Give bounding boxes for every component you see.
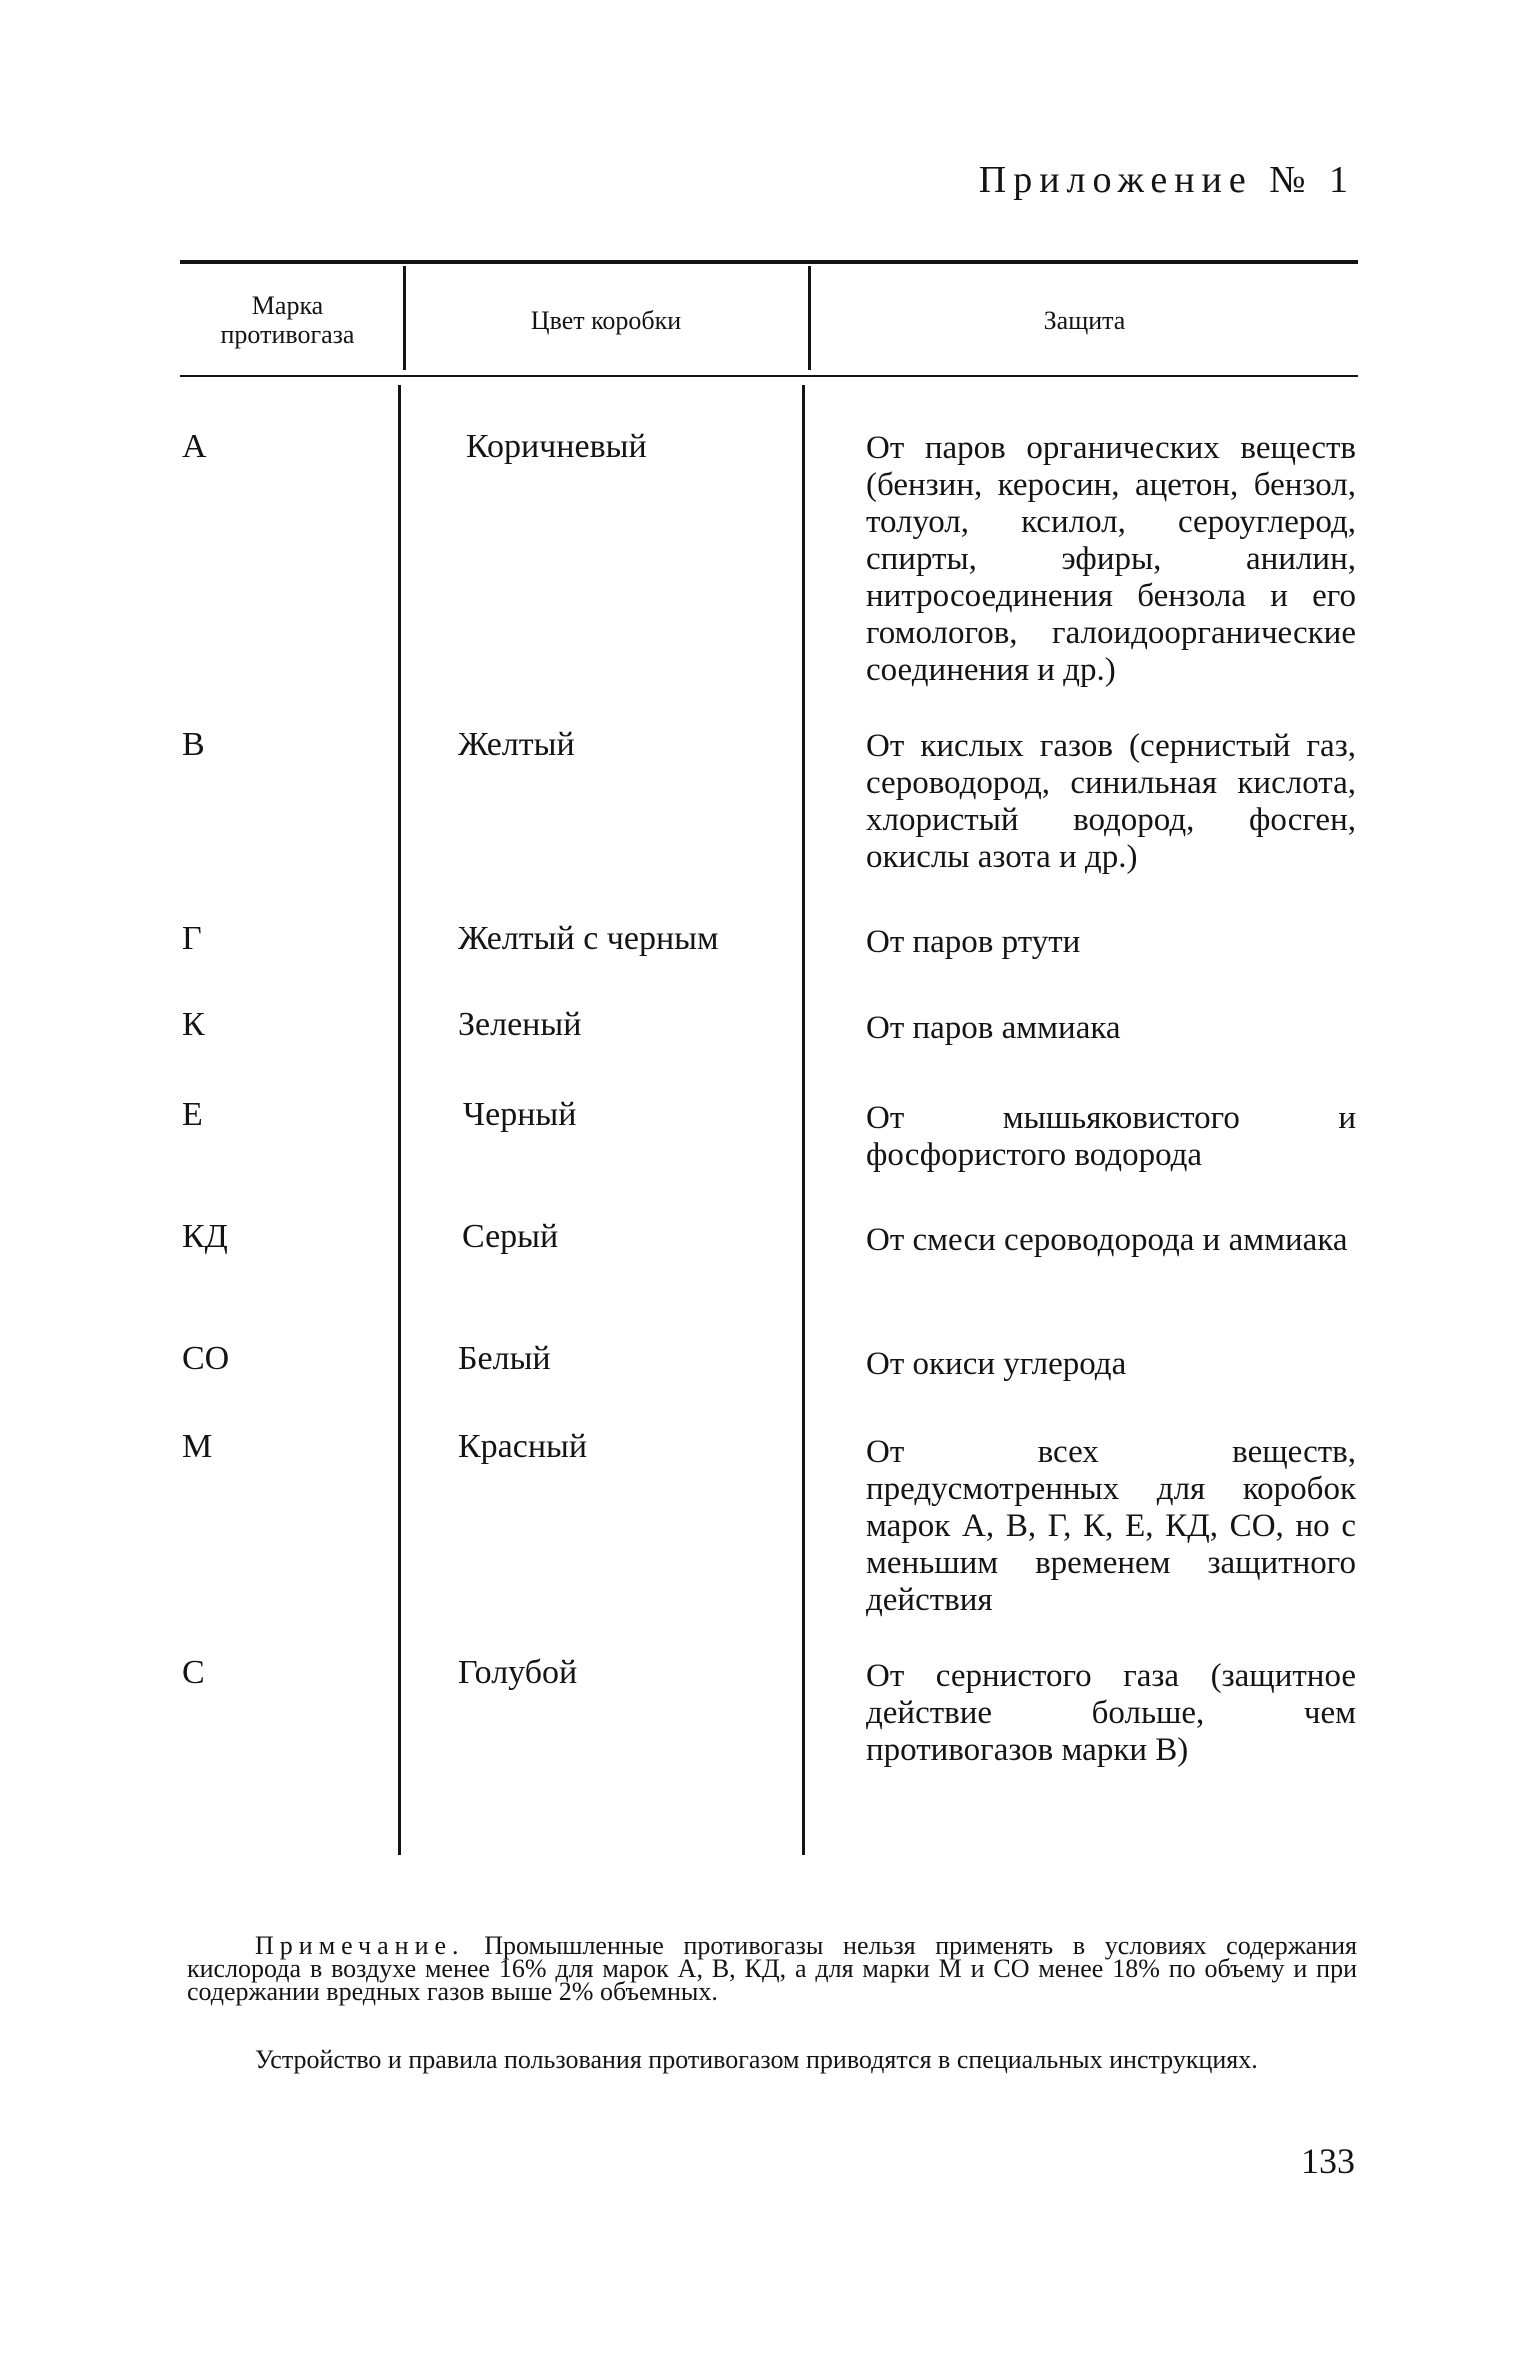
row-protection: От смеси сероводорода и аммиака <box>866 1222 1348 1258</box>
row-color: Желтый <box>458 726 575 763</box>
row-mark: КД <box>182 1218 228 1255</box>
row-color: Желтый с черным <box>458 920 719 957</box>
row-protection: От паров аммиака <box>866 1010 1121 1046</box>
header-protection: Защита <box>1043 305 1126 335</box>
page-number: 133 <box>1301 2141 1355 2181</box>
footnote <box>187 1931 1358 2006</box>
row-protection: От паров органических веществ (бензин, керосин, ацетон, бензол, толуол, ксилол, сероуглерод, спирты, эфиры, анилин, нитросоединения бензола и его гомологов, галоидоорганические соединения и др.) <box>866 430 1356 688</box>
row-mark: Г <box>182 920 202 957</box>
column-divider-2 <box>802 385 805 1855</box>
row-protection: От всех веществ, предусмотренных для коробок марок А, В, Г, К, Е, КД, СО, но с меньшим временем защитного действия <box>866 1434 1356 1618</box>
row-mark: К <box>182 1006 205 1043</box>
row-color: Черный <box>463 1096 577 1133</box>
row-protection: От окиси углерода <box>866 1346 1127 1382</box>
appendix-label: Приложение № 1 <box>978 159 1355 201</box>
row-color: Серый <box>462 1218 559 1255</box>
column-divider-1 <box>398 385 401 1855</box>
row-protection: От сернистого газа (защитное действие больше, чем противогазов марки В) <box>866 1658 1356 1768</box>
row-color: Белый <box>458 1340 551 1377</box>
row-color: Красный <box>458 1428 588 1465</box>
row-color: Зеленый <box>458 1006 582 1043</box>
note-title: Примечание. <box>255 1931 465 1960</box>
row-protection: От мышьяковистого и фосфористого водорода <box>866 1100 1356 1173</box>
row-mark: СО <box>182 1340 230 1377</box>
row-mark: А <box>182 428 207 465</box>
header-color: Цвет коробки <box>530 305 682 335</box>
row-color: Коричневый <box>466 428 647 465</box>
row-mark: Е <box>182 1096 203 1133</box>
row-color: Голубой <box>458 1654 578 1691</box>
row-protection: От паров ртути <box>866 924 1081 960</box>
footnote-continuation: Устройство и правила пользования противогазом приводятся в специальных инструкциях. <box>255 2045 1258 2074</box>
row-protection: От кислых газов (сернистый газ, сероводород, синильная кислота, хлористый водород, фосген, окислы азота и др.) <box>866 728 1356 875</box>
row-mark: В <box>182 726 205 763</box>
header-bottom-rule <box>180 375 1358 377</box>
row-mark: С <box>182 1654 205 1691</box>
row-mark: М <box>182 1428 213 1465</box>
header-mark: Марка противогаза <box>220 291 355 349</box>
note-text: Промышленные противогазы нельзя применять в условиях содержания кислорода в воздухе менее 16% для марок А, В, КД, а для марки М и СО менее 18% по объему и при содержании вредных газов выше 2% объемных. <box>187 1931 1358 2006</box>
table-top-rule <box>180 260 1358 264</box>
